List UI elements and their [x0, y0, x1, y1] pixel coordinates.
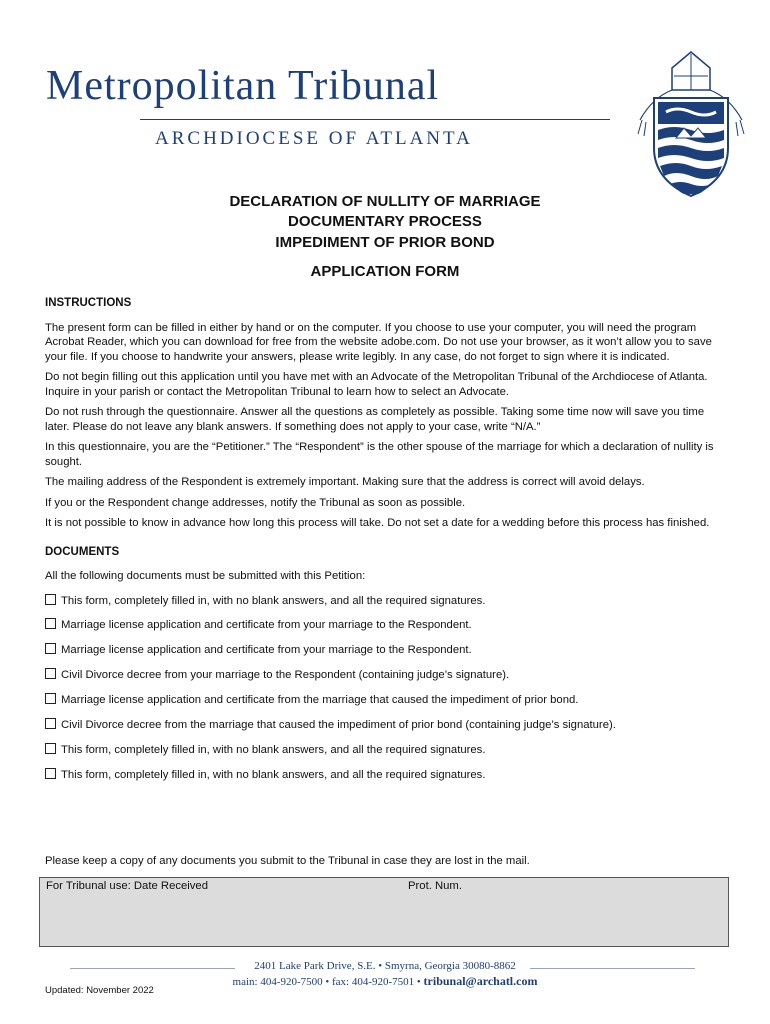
form-heading-line-1: DECLARATION OF NULLITY OF MARRIAGE [229, 193, 541, 210]
footer-email-link[interactable]: tribunal@archatl.com [423, 974, 538, 988]
instruction-paragraph: It is not possible to know in advance how long this process will take. Do not set a date for a wedding before this process has finished. [45, 517, 710, 529]
instruction-paragraph: If you or the Respondent change addresses, notify the Tribunal as soon as possible. [45, 496, 466, 509]
documents-intro: All the following documents must be submitted with this Petition: [45, 570, 366, 582]
document-item-label: Civil Divorce decree from your marriage to the Respondent (containing judge’s signature). [61, 669, 510, 682]
checkbox[interactable] [45, 743, 56, 754]
instruction-paragraph: Do not rush through the questionnaire. Answer all the questions as completely as possible. Taking some time now will save you time later. Please do not leave any blank answers. If something does not apply to your case, write “N/A.” [45, 406, 705, 433]
checkbox[interactable] [45, 594, 56, 605]
letterhead-divider [140, 119, 610, 120]
tribunal-use-box [39, 877, 729, 947]
checkbox[interactable] [45, 768, 56, 779]
document-item-label: Civil Divorce decree from the marriage that caused the impediment of prior bond (containing judge’s signature). [61, 718, 616, 731]
document-item-label: This form, completely filled in, with no blank answers, and all the required signatures. [61, 768, 486, 781]
checkbox[interactable] [45, 668, 56, 679]
letterhead [0, 0, 770, 190]
instruction-paragraph: Do not begin filling out this application until you have met with an Advocate of the Metropolitan Tribunal of the Archdiocese of Atlanta. Inquire in your parish or contact the Metropolitan Tribunal to learn how to select an Advocate. [45, 371, 708, 398]
document-checklist-item [45, 668, 727, 683]
document-item-label: Marriage license application and certificate from the marriage that caused the impediment of prior bond. [61, 694, 579, 707]
documents-title: DOCUMENTS [45, 545, 120, 558]
footer-phones: main: 404-920-7500 • fax: 404-920-7501 • [232, 976, 421, 988]
checkbox[interactable] [45, 718, 56, 729]
instruction-paragraph: The present form can be filled in either by hand or on the computer. If you choose to use your computer, you will need the program Acrobat Reader, which you can download for free from the website adobe.com. Do not use your browser, as it won’t allow you to save your file. If you choose to handwrite your answers, please write legibly. In any case, do not forget to sign where it is indicated. [45, 321, 712, 363]
updated-date: Updated: November 2022 [45, 985, 154, 996]
date-received-label: For Tribunal use: Date Received [46, 880, 209, 892]
document-checklist-item [45, 594, 727, 609]
document-checklist-item [45, 743, 727, 758]
document-checklist-item [45, 618, 727, 633]
document-checklist-item [45, 718, 727, 733]
document-checklist-item [45, 768, 727, 783]
document-item-label: This form, completely filled in, with no blank answers, and all the required signatures. [61, 594, 486, 607]
footer-address: 2401 Lake Park Drive, S.E. • Smyrna, Georgia 30080-8862 [254, 960, 516, 972]
checkbox[interactable] [45, 618, 56, 629]
instruction-paragraph: In this questionnaire, you are the “Petitioner.” The “Respondent” is the other spouse of the marriage for which a declaration of nullity is sought. [45, 441, 714, 468]
document-checklist-item [45, 643, 727, 658]
keep-copy-notice: Please keep a copy of any documents you submit to the Tribunal in case they are lost in the mail. [45, 855, 530, 867]
checkbox[interactable] [45, 693, 56, 704]
document-item-label: Marriage license application and certificate from your marriage to the Respondent. [61, 644, 472, 657]
form-heading-line-4: APPLICATION FORM [310, 263, 460, 280]
instructions-title: INSTRUCTIONS [45, 297, 132, 309]
archdiocese-subtitle: ARCHDIOCESE OF ATLANTA [155, 128, 473, 149]
prot-num-label: Prot. Num. [408, 880, 462, 892]
instruction-paragraph: The mailing address of the Respondent is extremely important. Making sure that the address is correct will avoid delays. [45, 476, 645, 488]
form-body [45, 296, 727, 793]
tribunal-title: Metropolitan Tribunal [46, 63, 440, 109]
document-item-label: Marriage license application and certificate from your marriage to the Respondent. [61, 619, 472, 632]
checkbox[interactable] [45, 643, 56, 654]
coat-of-arms-crest-icon [632, 50, 750, 200]
document-checklist-item [45, 693, 727, 708]
form-heading-line-2: DOCUMENTARY PROCESS [288, 213, 482, 230]
document-item-label: This form, completely filled in, with no blank answers, and all the required signatures. [61, 743, 486, 756]
form-heading-line-3: IMPEDIMENT OF PRIOR BOND [275, 234, 495, 251]
